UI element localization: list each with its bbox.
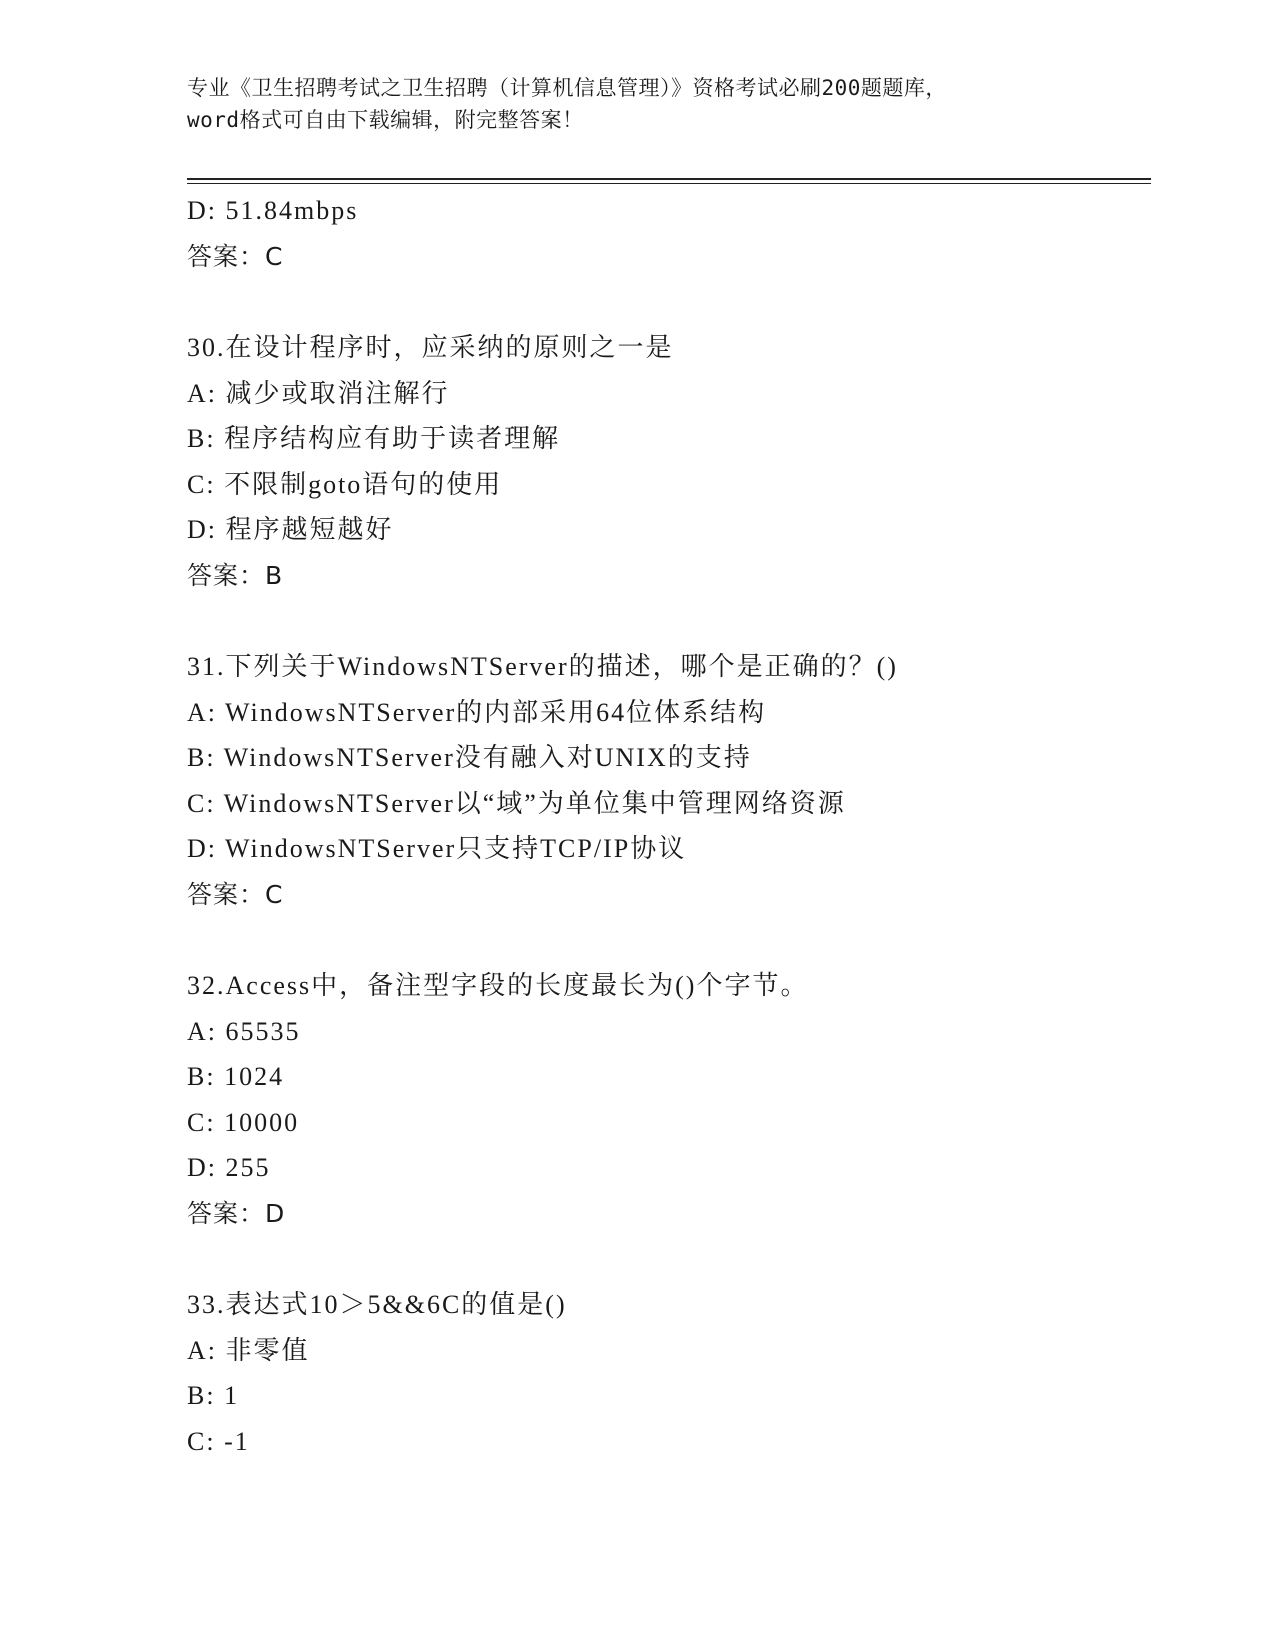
header-line-2: word格式可自由下载编辑，附完整答案！ (187, 108, 584, 132)
option-c: C: -1 (187, 1426, 250, 1456)
question-32 (187, 963, 1147, 1236)
option-a: A: 65535 (187, 1016, 301, 1046)
question-stem: 33.表达式10＞5&&6C的值是() (187, 1290, 567, 1319)
question-30 (187, 325, 1147, 598)
option-c: C: WindowsNTServer以“域”为单位集中管理网络资源 (187, 788, 846, 818)
answer-line: 答案：D (187, 1198, 286, 1228)
document-header (187, 72, 1087, 136)
option-b: B: WindowsNTServer没有融入对UNIX的支持 (187, 743, 752, 772)
header-divider (187, 178, 1151, 184)
option-c: C: 不限制goto语句的使用 (187, 469, 503, 499)
spacer (187, 279, 1147, 325)
option-c: C: 10000 (187, 1107, 300, 1137)
question-33 (187, 1282, 1147, 1464)
document-body (187, 188, 1147, 1464)
answer-line: 答案：C (187, 879, 284, 909)
option-d: D: 程序越短越好 (187, 515, 394, 544)
question-stem: 32.Access中，备注型字段的长度最长为()个字节。 (187, 971, 809, 1000)
option-b: B: 1024 (187, 1062, 285, 1091)
option-a: A: WindowsNTServer的内部采用64位体系结构 (187, 697, 767, 727)
option-a: A: 减少或取消注解行 (187, 378, 450, 408)
answer-line: 答案：C (187, 241, 284, 271)
spacer (187, 1236, 1147, 1282)
option-b: B: 程序结构应有助于读者理解 (187, 424, 561, 453)
option-d: D: 51.84mbps (187, 196, 359, 225)
question-stem: 31.下列关于WindowsNTServer的描述，哪个是正确的？() (187, 652, 898, 681)
header-line-1: 专业《卫生招聘考试之卫生招聘（计算机信息管理）》资格考试必刷200题题库， (187, 76, 947, 100)
option-b: B: 1 (187, 1381, 240, 1410)
question-31 (187, 644, 1147, 917)
option-d: D: WindowsNTServer只支持TCP/IP协议 (187, 834, 687, 863)
option-a: A: 非零值 (187, 1335, 310, 1365)
question-stem: 30.在设计程序时，应采纳的原则之一是 (187, 333, 674, 362)
spacer (187, 598, 1147, 644)
spacer (187, 917, 1147, 963)
option-d: D: 255 (187, 1153, 271, 1182)
answer-line: 答案：B (187, 560, 284, 590)
previous-question-tail (187, 188, 1147, 279)
